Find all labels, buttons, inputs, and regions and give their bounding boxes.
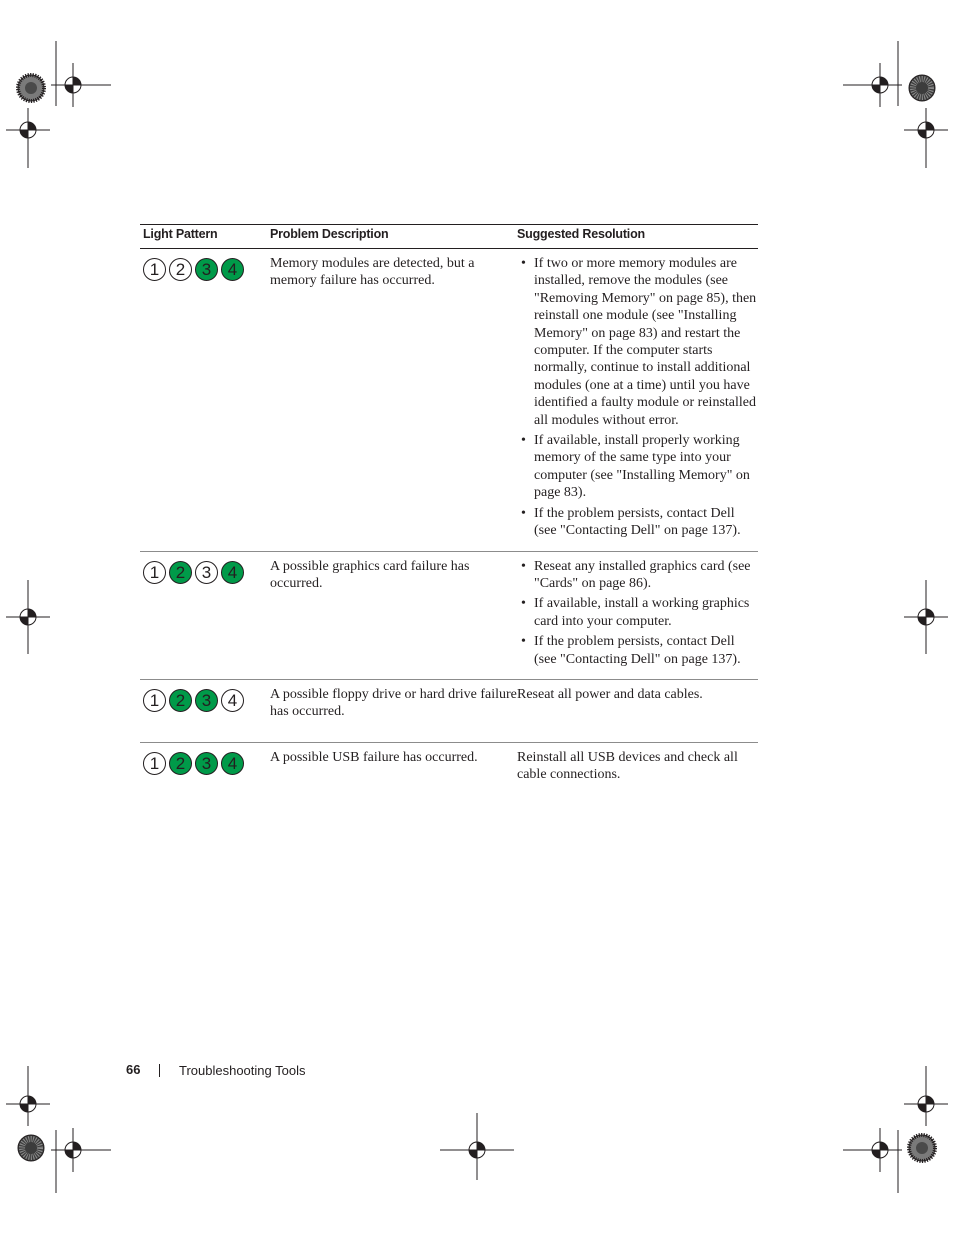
suggested-resolution: Reinstall all USB devices and check all cable connections. (517, 749, 738, 783)
problem-description: A possible floppy drive or hard drive failure has occurred. (270, 679, 517, 742)
diagnostic-light-4: 4 (221, 561, 244, 584)
diagnostic-lights (143, 561, 270, 584)
header-light-pattern: Light Pattern (140, 225, 270, 249)
light-pattern-cell (140, 551, 270, 679)
table-row (140, 679, 758, 742)
diagnostic-light-3: 3 (195, 689, 218, 712)
problem-description: Memory modules are detected, but a memory failure has occurred. (270, 249, 517, 552)
color-bar-mark-icon (18, 75, 44, 101)
table-row (140, 249, 758, 552)
diagnostic-light-1: 1 (143, 561, 166, 584)
resolution-step: • If available, install a working graphics card into your computer. (517, 595, 758, 630)
diagnostic-light-3: 3 (195, 258, 218, 281)
resolution-step: • If the problem persists, contact Dell (see "Contacting Dell" on page 137). (517, 633, 758, 668)
resolution-step: • If available, install properly working memory of the same type into your computer (see "Installing Memory" on page 83). (517, 432, 758, 502)
diagnostic-lights (143, 689, 270, 712)
header-suggested-resolution: Suggested Resolution (517, 225, 758, 249)
problem-description: A possible USB failure has occurred. (270, 749, 478, 765)
suggested-resolution (517, 249, 758, 552)
color-bar-mark-icon (18, 1135, 44, 1161)
light-pattern-cell (140, 742, 270, 791)
problem-description: A possible graphics card failure has occurred. (270, 551, 517, 679)
color-bar-mark-icon (909, 75, 935, 101)
diagnostic-light-1: 1 (143, 258, 166, 281)
header-problem-description: Problem Description (270, 225, 517, 249)
footer-divider (159, 1064, 160, 1077)
diagnostic-light-1: 1 (143, 752, 166, 775)
diagnostic-light-1: 1 (143, 689, 166, 712)
diagnostic-light-4: 4 (221, 258, 244, 281)
diagnostic-light-4: 4 (221, 689, 244, 712)
light-pattern-cell (140, 249, 270, 552)
diagnostic-lights (143, 752, 270, 775)
diagnostic-light-4: 4 (221, 752, 244, 775)
diagnostic-lights (143, 258, 270, 281)
resolution-step: • Reseat any installed graphics card (see "Cards" on page 86). (517, 558, 758, 593)
resolution-step: • If two or more memory modules are installed, remove the modules (see "Removing Memory" on page 85), then reinstall one module (see "Installing Memory" on page 83) and restart the computer. If the computer starts normally, continue to install additional modules (one at a time) until you have identified a faulty module or reinstalled all modules without error. (517, 255, 758, 429)
diagnostic-lights-table (140, 224, 758, 792)
light-pattern-cell (140, 679, 270, 742)
resolution-step: • If the problem persists, contact Dell (see "Contacting Dell" on page 137). (517, 505, 758, 540)
diagnostic-light-2: 2 (169, 258, 192, 281)
suggested-resolution: Reseat all power and data cables. (517, 679, 758, 742)
color-bar-mark-icon (909, 1135, 935, 1161)
table-header-row (140, 225, 758, 249)
suggested-resolution (517, 551, 758, 679)
table-row (140, 742, 758, 791)
diagnostic-light-2: 2 (169, 561, 192, 584)
diagnostic-light-2: 2 (169, 752, 192, 775)
diagnostic-light-3: 3 (195, 752, 218, 775)
diagnostic-light-3: 3 (195, 561, 218, 584)
diagnostic-light-2: 2 (169, 689, 192, 712)
table-row (140, 551, 758, 679)
footer-section-title: Troubleshooting Tools (179, 1063, 306, 1078)
page-number: 66 (126, 1062, 141, 1077)
